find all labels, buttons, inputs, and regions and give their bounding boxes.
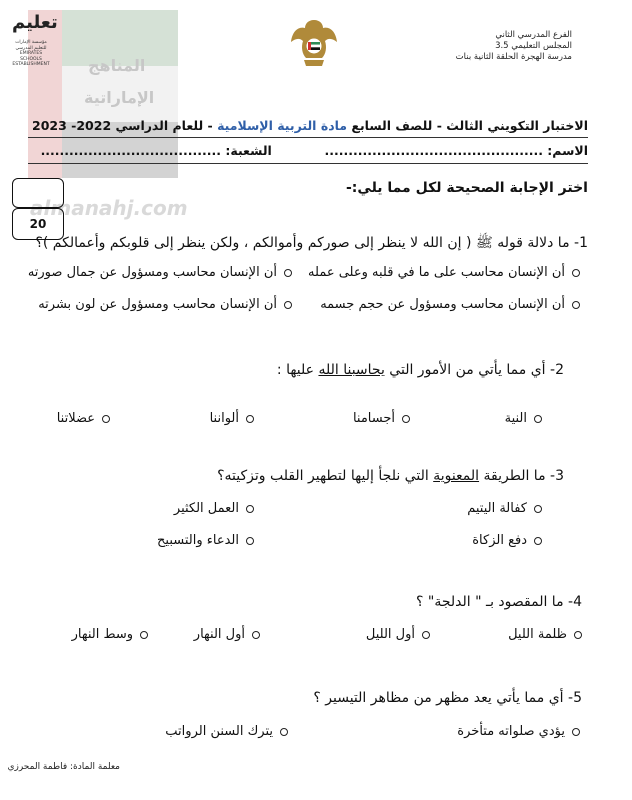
total-score-box: 20 xyxy=(12,208,64,240)
radio-circle-icon xyxy=(572,301,580,309)
uae-emblem-icon xyxy=(286,14,342,70)
subject-name: مادة التربية الإسلامية xyxy=(217,118,348,133)
q2-option-2[interactable]: أجسامنا xyxy=(353,411,410,426)
radio-circle-icon xyxy=(246,537,254,545)
radio-circle-icon xyxy=(284,269,292,277)
radio-circle-icon xyxy=(572,728,580,736)
q4-option-1[interactable]: ظلمة الليل xyxy=(508,627,582,642)
radio-circle-icon xyxy=(572,269,580,277)
q1-option-4[interactable]: أن الإنسان محاسب ومسؤول عن لون بشرته xyxy=(38,297,292,312)
q3-option-2[interactable]: العمل الكثير xyxy=(174,501,254,516)
radio-circle-icon xyxy=(284,301,292,309)
name-field-label: الاسم: .............................................. xyxy=(324,143,588,158)
radio-circle-icon xyxy=(534,415,542,423)
exam-title: الاختبار التكويني الثالث - للصف السابع مادة التربية الإسلامية - للعام الدراسي 2022- 2023 xyxy=(32,118,588,133)
q1-option-2[interactable]: أن الإنسان محاسب ومسؤول عن جمال صورته xyxy=(28,265,292,280)
establishment-logo-text: مؤسسة الإمارات للتعليم المدرسي EMIRATES SCHOOLS ESTABLISHMENT xyxy=(12,40,50,67)
section-field-label: الشعبة: ...................................... xyxy=(40,143,272,158)
q5-option-1[interactable]: يؤدي صلواته متأخرة xyxy=(457,724,580,739)
q1-option-3[interactable]: أن الإنسان محاسب ومسؤول عن حجم جسمه xyxy=(320,297,580,312)
teacher-name: معلمة المادة: فاطمة المحرزي xyxy=(7,762,120,772)
question-3: 3- ما الطريقة المعنوية التي نلجأ إليها لتطهير القلب وتزكيته؟ xyxy=(217,468,564,484)
radio-circle-icon xyxy=(574,631,582,639)
q5-option-2[interactable]: يترك السنن الرواتب xyxy=(165,724,288,739)
radio-circle-icon xyxy=(246,415,254,423)
grade-box xyxy=(12,178,64,208)
taaleem-logo: تعليم xyxy=(12,12,58,33)
q3-option-1[interactable]: كفالة اليتيم xyxy=(467,501,542,516)
question-4: 4- ما المقصود بـ " الدلجة" ؟ xyxy=(416,594,582,610)
q1-option-1[interactable]: أن الإنسان محاسب على ما في قلبه وعلى عمله xyxy=(308,265,580,280)
radio-circle-icon xyxy=(246,505,254,513)
q3-option-4[interactable]: الدعاء والتسبيح xyxy=(157,533,254,548)
q4-option-4[interactable]: وسط النهار xyxy=(72,627,148,642)
q4-option-3[interactable]: أول النهار xyxy=(194,627,260,642)
radio-circle-icon xyxy=(140,631,148,639)
name-divider xyxy=(28,163,588,164)
q3-option-3[interactable]: دفع الزكاة xyxy=(472,533,542,548)
radio-circle-icon xyxy=(534,505,542,513)
radio-circle-icon xyxy=(102,415,110,423)
radio-circle-icon xyxy=(534,537,542,545)
radio-circle-icon xyxy=(252,631,260,639)
watermark-site: almanahj.com xyxy=(30,196,188,220)
question-5: 5- أي مما يأتي يعد مظهر من مظاهر التيسير ؟ xyxy=(313,690,582,706)
title-divider xyxy=(28,137,588,138)
watermark-text-2: الإماراتية xyxy=(84,88,155,107)
school-info: الفرع المدرسي الثاني المجلس التعليمي 3.5 مدرسة الهجرة الحلقة الثانية بنات xyxy=(455,30,572,62)
q4-option-2[interactable]: أول الليل xyxy=(366,627,430,642)
student-info-row xyxy=(28,143,588,158)
watermark-text-1: المناهج xyxy=(88,56,146,75)
radio-circle-icon xyxy=(402,415,410,423)
instructions: اختر الإجابة الصحيحة لكل مما يلي:- xyxy=(346,180,588,196)
radio-circle-icon xyxy=(280,728,288,736)
question-1: 1- ما دلالة قوله ﷺ ( إن الله لا ينظر إلى صوركم وأموالكم ، ولكن ينظر إلى قلوبكم وأعمالكم )؟ xyxy=(35,235,588,251)
q2-option-1[interactable]: النية xyxy=(505,411,542,426)
q2-option-4[interactable]: عضلاتنا xyxy=(57,411,110,426)
question-2: 2- أي مما يأتي من الأمور التي يحاسبنا الله عليها : xyxy=(276,362,564,378)
radio-circle-icon xyxy=(422,631,430,639)
q2-option-3[interactable]: ألواننا xyxy=(210,411,254,426)
